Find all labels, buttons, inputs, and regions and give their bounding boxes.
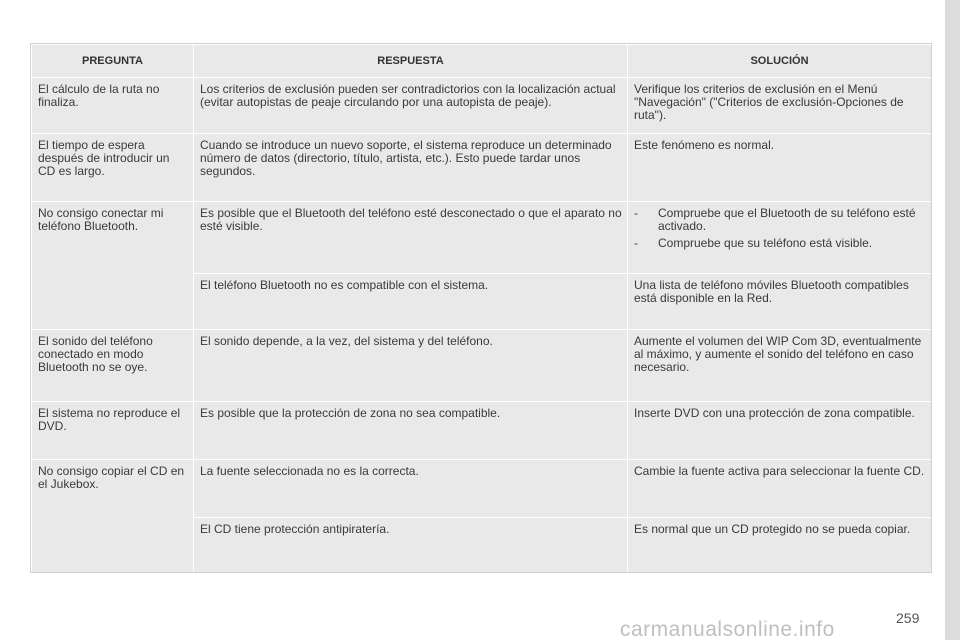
pregunta-cell: El tiempo de espera después de introducir un CD es largo. [31,133,193,201]
respuesta-cell: La fuente seleccionada no es la correcta. [193,459,627,517]
respuesta-cell: Cuando se introduce un nuevo soporte, el sistema reproduce un determinado número de datos (directorio, título, artista, etc.). Esto puede tardar unos segundos. [193,133,627,201]
table-row [31,401,931,459]
list-item-text: Compruebe que el Bluetooth de su teléfono esté activado. [658,206,916,233]
respuesta-cell: El sonido depende, a la vez, del sistema y del teléfono. [193,329,627,401]
table-row [31,201,931,273]
solucion-cell: Una lista de teléfono móviles Bluetooth compatibles está disponible en la Red. [627,273,931,329]
table-row [31,77,931,133]
list-item-text: Compruebe que su teléfono está visible. [658,236,873,250]
respuesta-cell: Es posible que la protección de zona no sea compatible. [193,401,627,459]
dash-mark: - [634,206,638,220]
solucion-list [634,207,926,250]
watermark: carmanualsonline.info [620,618,835,641]
list-item [634,207,926,233]
table-row [31,459,931,517]
respuesta-cell: Es posible que el Bluetooth del teléfono esté desconectado o que el aparato no esté visible. [193,201,627,273]
respuesta-cell: El teléfono Bluetooth no es compatible con el sistema. [193,273,627,329]
table-row [31,329,931,401]
solucion-cell: Es normal que un CD protegido no se pueda copiar. [627,517,931,572]
solucion-cell: Verifique los criterios de exclusión en el Menú "Navegación" ("Criterios de exclusión-Opciones de ruta"). [627,77,931,133]
header-pregunta: PREGUNTA [31,44,193,77]
page-edge-strip [945,0,960,640]
pregunta-cell: No consigo copiar el CD en el Jukebox. [31,459,193,572]
solucion-cell: Inserte DVD con una protección de zona compatible. [627,401,931,459]
troubleshooting-table [31,44,931,572]
table-row [31,133,931,201]
pregunta-cell: El sonido del teléfono conectado en modo Bluetooth no se oye. [31,329,193,401]
list-item [634,237,926,250]
solucion-cell [627,201,931,273]
pregunta-cell: El sistema no reproduce el DVD. [31,401,193,459]
header-solucion: SOLUCIÓN [627,44,931,77]
solucion-cell: Aumente el volumen del WIP Com 3D, eventualmente al máximo, y aumente el sonido del teléfono en caso necesario. [627,329,931,401]
table-header-row [31,44,931,77]
solucion-cell: Este fenómeno es normal. [627,133,931,201]
dash-mark: - [634,236,638,250]
pregunta-cell: El cálculo de la ruta no finaliza. [31,77,193,133]
solucion-cell: Cambie la fuente activa para seleccionar la fuente CD. [627,459,931,517]
page-number: 259 [896,610,920,626]
respuesta-cell: Los criterios de exclusión pueden ser contradictorios con la localización actual (evitar autopistas de peaje circulando por una autopista de peaje). [193,77,627,133]
header-respuesta: RESPUESTA [193,44,627,77]
pregunta-cell: No consigo conectar mi teléfono Bluetooth. [31,201,193,329]
respuesta-cell: El CD tiene protección antipiratería. [193,517,627,572]
